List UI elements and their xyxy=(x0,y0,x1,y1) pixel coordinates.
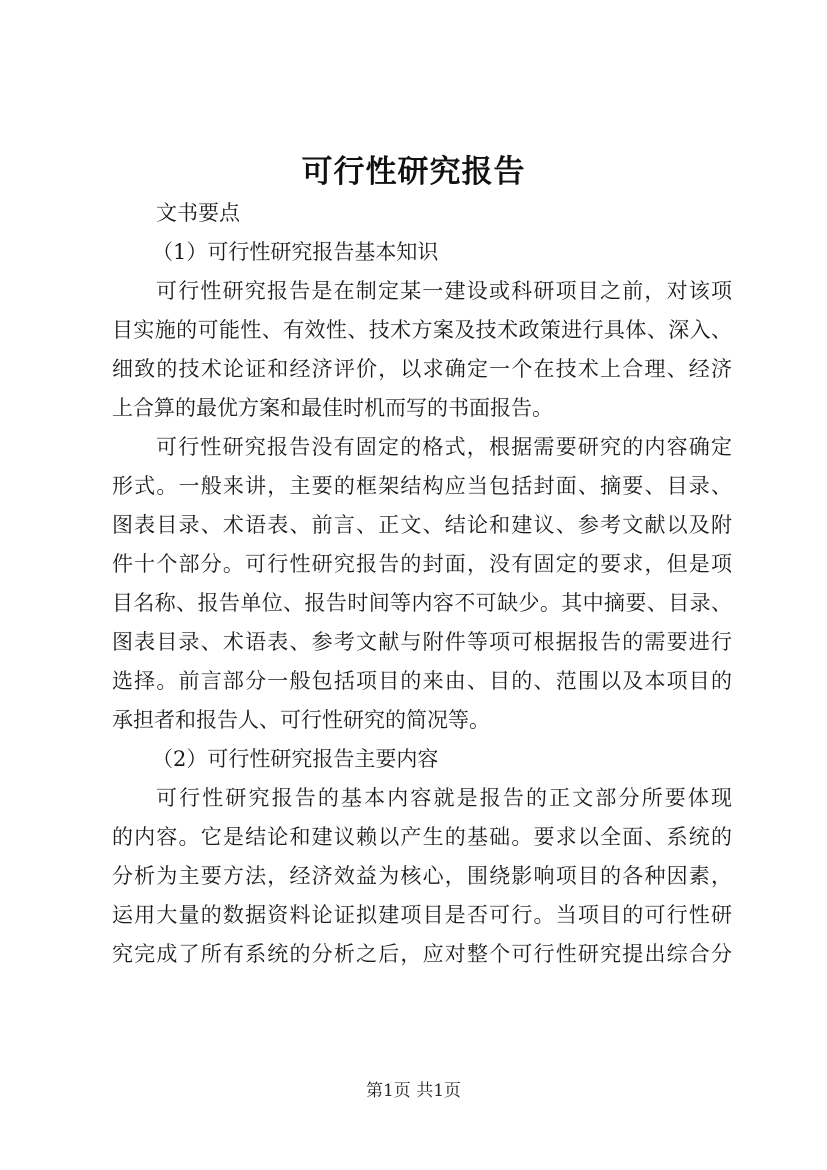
section-label: 文书要点 xyxy=(156,201,240,225)
paragraph-line: 承担者和报告人、可行性研究的简况等。 xyxy=(112,708,490,732)
paragraph-line: 细致的技术论证和经济评价，以求确定一个在技术上合理、经济 xyxy=(112,357,732,381)
heading-main-content: （2）可行性研究报告主要内容 xyxy=(152,747,439,771)
paragraph-line: 目实施的可能性、有效性、技术方案及技术政策进行具体、深入、 xyxy=(112,318,732,342)
document-body xyxy=(112,194,732,974)
paragraph-line: 目名称、报告单位、报告时间等内容不可缺少。其中摘要、目录、 xyxy=(112,591,732,615)
paragraph-line: 选择。前言部分一般包括项目的来由、目的、范围以及本项目的 xyxy=(112,669,732,693)
paragraph-line: 件十个部分。可行性研究报告的封面，没有固定的要求，但是项 xyxy=(112,552,732,576)
paragraph-line: 图表目录、术语表、参考文献与附件等项可根据报告的需要进行 xyxy=(112,630,732,654)
paragraph-line: 可行性研究报告是在制定某一建设或科研项目之前，对该项 xyxy=(156,279,732,303)
paragraph-line: 上合算的最优方案和最佳时机而写的书面报告。 xyxy=(112,396,553,420)
paragraph-line: 运用大量的数据资料论证拟建项目是否可行。当项目的可行性研 xyxy=(112,903,732,927)
page-footer: 第1页 共1页 xyxy=(365,1081,462,1101)
paragraph-line: 图表目录、术语表、前言、正文、结论和建议、参考文献以及附 xyxy=(112,513,732,537)
paragraph-line: 可行性研究报告没有固定的格式，根据需要研究的内容确定 xyxy=(156,435,732,459)
paragraph-line: 形式。一般来讲，主要的框架结构应当包括封面、摘要、目录、 xyxy=(112,474,732,498)
heading-basic-knowledge: （1）可行性研究报告基本知识 xyxy=(152,240,439,264)
paragraph-line: 可行性研究报告的基本内容就是报告的正文部分所要体现 xyxy=(156,786,732,810)
paragraph-line: 分析为主要方法，经济效益为核心，围绕影响项目的各种因素， xyxy=(112,864,732,888)
document-title: 可行性研究报告 xyxy=(301,154,526,190)
paragraph-line: 究完成了所有系统的分析之后，应对整个可行性研究提出综合分 xyxy=(112,942,732,966)
paragraph-line: 的内容。它是结论和建议赖以产生的基础。要求以全面、系统的 xyxy=(112,825,732,849)
